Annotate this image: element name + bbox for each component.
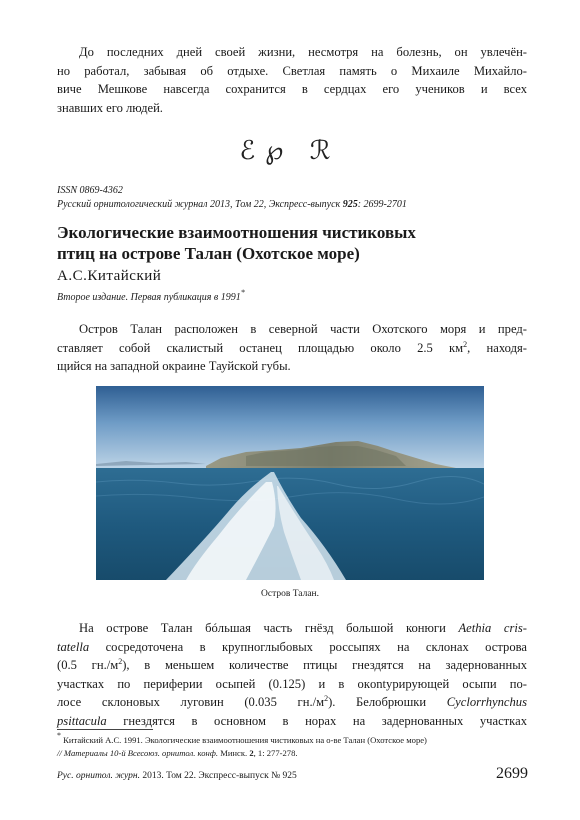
section-ornament: ℰ℘ ℛ xyxy=(239,136,341,165)
article-title: Экологические взаимоотношения чистиковых птиц на острове Талан (Охотское море) xyxy=(57,223,416,263)
journal-header xyxy=(57,184,407,212)
species-name: Aethia cris- xyxy=(458,621,527,635)
article-author: А.С.Китайский xyxy=(57,268,162,284)
running-footer: Рус. орнитол. журн. 2013. Том 22. Экспресс-выпуск № 925 xyxy=(57,771,297,781)
edition-note: Второе издание. Первая публикация в 1991* xyxy=(57,288,245,303)
island-photo xyxy=(96,386,484,580)
body-paragraph: На острове Талан бóльшая часть гнёзд большой конюги Aethia cris- tatella сосредоточена в крупноглыбовых россыпях на склонах острова (0.5 $гн./м^2$), в меньшем количестве птицы гнездятся на задернованных участках по периферии осыпей (0.125) и в окontурирующей осыпи по- лосе склоновых луговин (0.035 $гн./м^2$). Белобрюшки Cyclorrhynchus psittacula гнездятся в основном в норах на задернованных участках xyxy=(57,621,527,728)
footnote-rule xyxy=(57,729,153,730)
species-name: Cyclorrhynchus xyxy=(446,695,527,709)
issn: ISSN 0869-4362 xyxy=(57,185,123,196)
journal-citation: Русский орнитологический журнал 2013, Том 22, Экспресс-выпуск 925: 2699-2701 xyxy=(57,199,407,210)
continuation-line: виче Мешкове навсегда сохранится в сердцах его учеников и всех xyxy=(57,82,527,96)
species-name: tatella xyxy=(57,639,90,654)
continuation-line: До последних дней своей жизни, несмотря на болезнь, он увлечён- xyxy=(79,45,527,59)
figure-caption: Остров Талан. xyxy=(261,589,319,599)
page-number: 2699 xyxy=(496,765,528,782)
species-name: psittacula xyxy=(57,713,107,728)
continuation-line: знавших его людей. xyxy=(57,100,163,115)
intro-paragraph: Остров Талан расположен в северной части Охотского моря и пред- ставляет собой скалистый останец площадью около 2.5 $км^2$, находя- щийся на западной окраине Тауйской губы. xyxy=(57,322,527,373)
continuation-line: но работал, забывая об отдыхе. Светлая память о Михаиле Михайло- xyxy=(57,63,527,78)
footnote: * Китайский А.С. 1991. Экологические взаимоотношения чистиковых на о-ве Талан (Охотское море) // Материалы 10-й Всесоюз. орнитол. конф. Минск. 2, 1: 277-278. xyxy=(57,731,427,758)
footnote-marker: * xyxy=(240,288,245,297)
continuation-paragraph xyxy=(57,43,527,117)
issue-number: 925 xyxy=(342,199,358,210)
